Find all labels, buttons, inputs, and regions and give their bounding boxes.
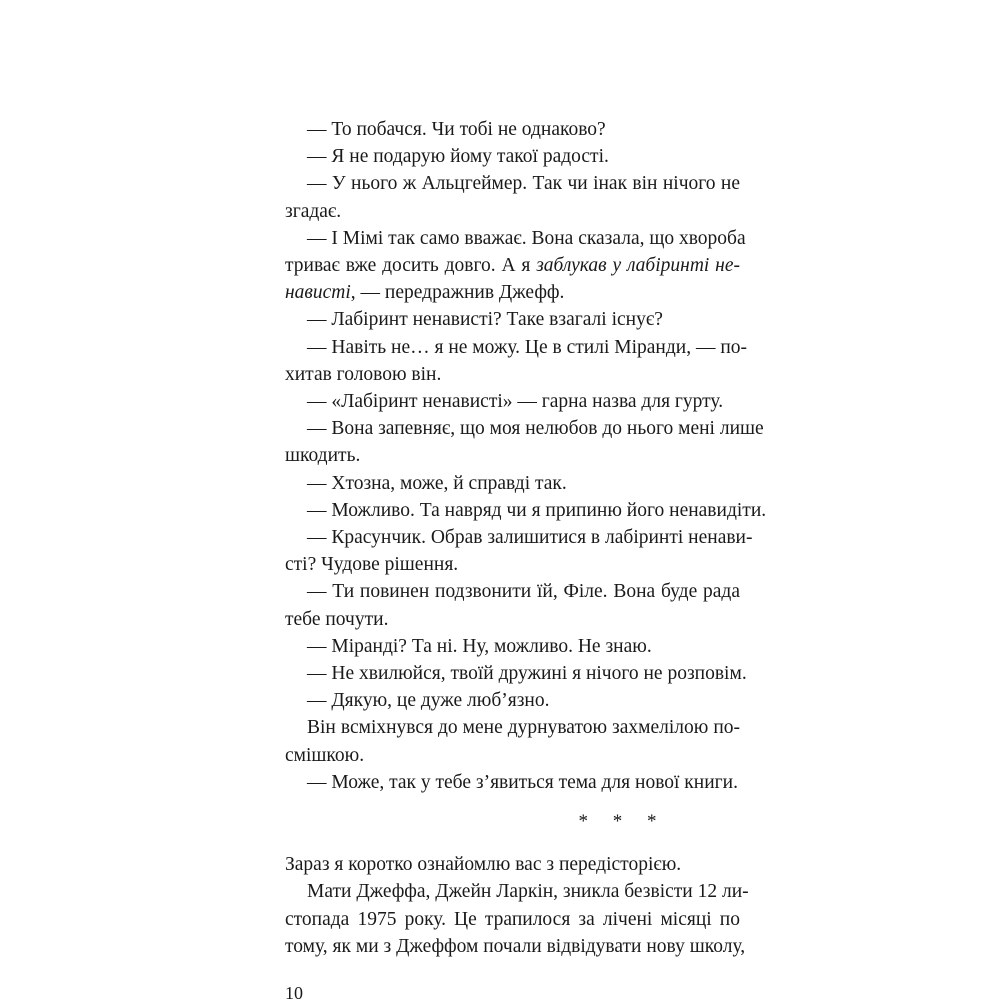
text-line: — Я не подарую йому такої радості. bbox=[307, 146, 609, 168]
text-line: стопада 1975 року. Це трапилося за лічені місяці по bbox=[285, 908, 740, 930]
text-line: шкодить. bbox=[285, 445, 361, 467]
text-line: — Можливо. Та навряд чи я припиню його ненавидіти. bbox=[307, 499, 767, 521]
text-line: — Ти повинен подзвонити їй, Філе. Вона буде рада bbox=[307, 581, 740, 603]
text-line: смішкою. bbox=[285, 744, 365, 766]
italic-text: нависті bbox=[285, 282, 351, 304]
text-line: Зараз я коротко ознайомлю вас з передісторією. bbox=[285, 854, 682, 876]
text-span: триває вже досить довго. А я bbox=[285, 255, 537, 276]
text-line: — Вона запевняє, що моя нелюбов до нього мені лише bbox=[307, 418, 764, 440]
text-line: — Дякую, це дуже люб’язно. bbox=[307, 690, 550, 712]
text-line: Він всміхнувся до мене дурнуватою захмелілою по- bbox=[307, 717, 740, 739]
text-line: хитав головою він. bbox=[285, 363, 442, 385]
text-line: Мати Джеффа, Джейн Ларкін, зникла безвісти 12 ли- bbox=[307, 881, 749, 903]
text-span: , — передражнив Джефф. bbox=[350, 282, 565, 304]
text-line: тому, як ми з Джеффом почали відвідувати нову школу, bbox=[285, 935, 746, 957]
text-line: — «Лабіринт ненависті» — гарна назва для гурту. bbox=[307, 391, 724, 412]
section-separator: * * * bbox=[578, 811, 667, 832]
text-line: тебе почути. bbox=[285, 608, 389, 630]
text-line: — Навіть не… я не можу. Це в стилі Міранди, — по- bbox=[307, 336, 748, 358]
text-line: — Міранді? Та ні. Ну, можливо. Не знаю. bbox=[307, 635, 652, 657]
text-line: згадає. bbox=[285, 200, 342, 222]
text-line: сті? Чудове рішення. bbox=[285, 554, 459, 576]
text-line: — Не хвилюйся, твоїй дружині я нічого не розповім. bbox=[307, 663, 747, 684]
text-line: — Лабіринт ненависті? Таке взагалі існує? bbox=[307, 309, 663, 331]
text-line: — Може, так у тебе з’явиться тема для нової книги. bbox=[307, 771, 738, 793]
text-line: — У нього ж Альцгеймер. Так чи інак він нічого не bbox=[307, 173, 740, 195]
text-line: — Красунчик. Обрав залишитися в лабіринті ненави- bbox=[307, 527, 753, 548]
text-line bbox=[285, 279, 740, 306]
italic-text: заблукав у лабіринті не- bbox=[536, 255, 740, 276]
text-line bbox=[285, 252, 740, 279]
text-line: — І Мімі так само вважає. Вона сказала, що хвороба bbox=[307, 227, 746, 249]
page-number: 10 bbox=[285, 983, 303, 1003]
text-line: — Хтозна, може, й справді так. bbox=[307, 472, 567, 494]
text-line: — То побачся. Чи тобі не однаково? bbox=[307, 119, 606, 140]
